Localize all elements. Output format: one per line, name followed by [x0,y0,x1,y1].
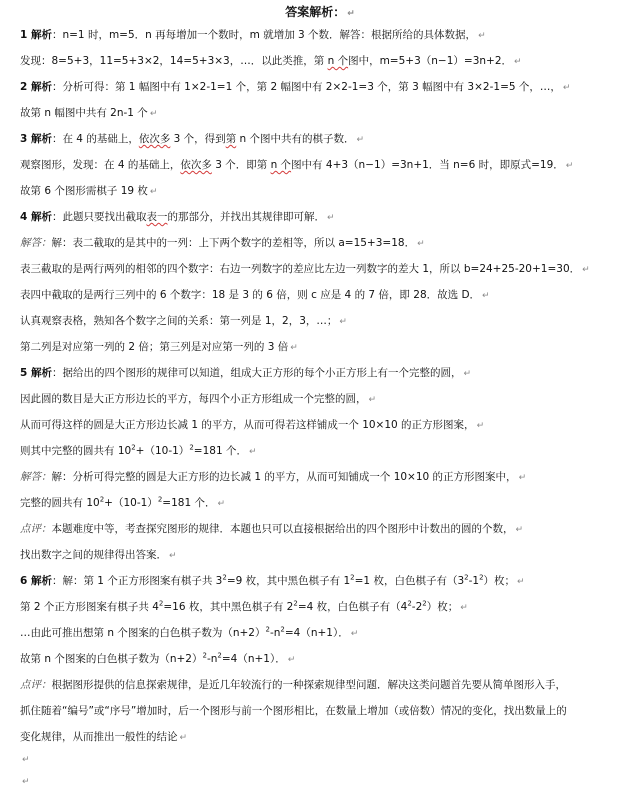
q6-line-7: 变化规律，从而推出一般性的结论 ↵ [20,731,188,743]
q4-line-1: 4 解析：此题只要找出截取表一的那部分，并找出其规律即可解． ↵ [20,211,335,223]
q5-line-4: 则其中完整的圆共有 $10^2+(10-1)^2=181$ 个． ↵ [20,443,257,457]
q2-line-1: 2 解析：分析可得：第 1 幅图中有 1×2-1=1 个，第 2 幅图中有 2×2-1=3 个，第 3 幅图中有 3×2-1=5 个，…， ↵ [20,81,571,93]
q6-line-2: 第 2 个正方形图案有棋子共 $4^2=16$ 枚，其中黑色棋子有 $2^2=4$ 枚，白色棋子有$(4^2-2^2)$枚； ↵ [20,599,468,613]
q4-line-4: 表四中截取的是两行三列中的 6 个数字：18 是 3 的 6 倍，则 c 应是 4 的 7 倍，即 28．故选 D． ↵ [20,289,490,301]
q5-line-8: 找出数字之间的规律得出答案． ↵ [20,549,177,561]
empty-paragraph-2: ↵ [22,777,30,787]
q3-line-3: 故第 6 个图形需棋子 19 枚 ↵ [20,185,158,197]
page-title: 答案解析： ↵ [285,5,355,19]
empty-paragraph-1: ↵ [22,755,30,765]
q5-line-3: 从而可得这样的圆是大正方形边长减 1 的平方，从而可得若这样铺成一个 10×10 的正方形图案， ↵ [20,419,485,431]
q2-line-2: 故第 n 幅图中共有 2n-1 个 ↵ [20,107,158,119]
q6-line-1: 6 解析：解：第 1 个正方形图案有棋子共 $3^2=9$ 枚，其中黑色棋子有 $1^2=1$ 枚，白色棋子有$(3^2-1^2)$枚； ↵ [20,573,525,587]
q5-line-6: 完整的圆共有 $10^2+(10-1)^2=181$ 个． ↵ [20,495,226,509]
q3-line-1: 3 解析：在 4 的基础上，依次多 3 个，得到第 n 个图中共有的棋子数． ↵ [20,133,365,145]
q6-line-3: …由此可推出想第 n 个图案的白色棋子数为$(n+2)^2-n^2=4(n+1)$． ↵ [20,625,359,639]
q3-line-2: 观察图形，发现：在 4 的基础上，依次多 3 个．即第 n 个图中有 4+3（n−1）=3n+1．当 n=6 时，即原式=19． ↵ [20,159,574,171]
q4-line-6: 第二列是对应第一列的 2 倍；第三列是对应第一列的 3 倍 ↵ [20,341,298,353]
q5-line-5: 解答：解：分析可得完整的圆是大正方形的边长减 1 的平方，从而可知铺成一个 10×10 的正方形图案中， ↵ [20,471,527,483]
q5-line-7: 点评：本题难度中等，考查探究图形的规律．本题也只可以直接根据给出的四个图形中计数出的圆的个数， ↵ [20,523,524,535]
q5-line-2: 因此圆的数目是大正方形边长的平方，每四个小正方形组成一个完整的圆， ↵ [20,393,377,405]
q6-line-4: 故第 n 个图案的白色棋子数为$(n+2)^2-n^2=4(n+1)$． ↵ [20,651,296,665]
q1-line-2: 发现：8=5+3，11=5+3×2，14=5+3×3，…．以此类推，第 n 个图中，m=5+3（n−1）=3n+2． ↵ [20,55,522,67]
q6-line-6: 抓住随着“编号”或“序号”增加时，后一个图形与前一个图形相比，在数量上增加（或倍数）情况的变化，找出数量上的 [20,705,567,717]
q5-line-1: 5 解析：据给出的四个图形的规律可以知道，组成大正方形的每个小正方形上有一个完整的圆， ↵ [20,367,472,379]
q4-line-3: 表三截取的是两行两列的相邻的四个数字：右边一列数字的差应比左边一列数字的差大 1，所以 b=24+25-20+1=30． ↵ [20,263,590,275]
q6-line-5: 点评：根据图形提供的信息探索规律，是近几年较流行的一种探索规律型问题．解决这类问题首先要从简单图形入手， [20,679,566,691]
q1-line-1: 1 解析：n=1 时，m=5．n 再每增加一个数时，m 就增加 3 个数．解答：根据所给的具体数据， ↵ [20,29,486,41]
q4-line-2: 解答：解：表二截取的是其中的一列：上下两个数字的差相等，所以 a=15+3=18． ↵ [20,237,425,249]
q4-line-5: 认真观察表格，熟知各个数字之间的关系：第一列是 1，2，3，…； ↵ [20,315,347,327]
